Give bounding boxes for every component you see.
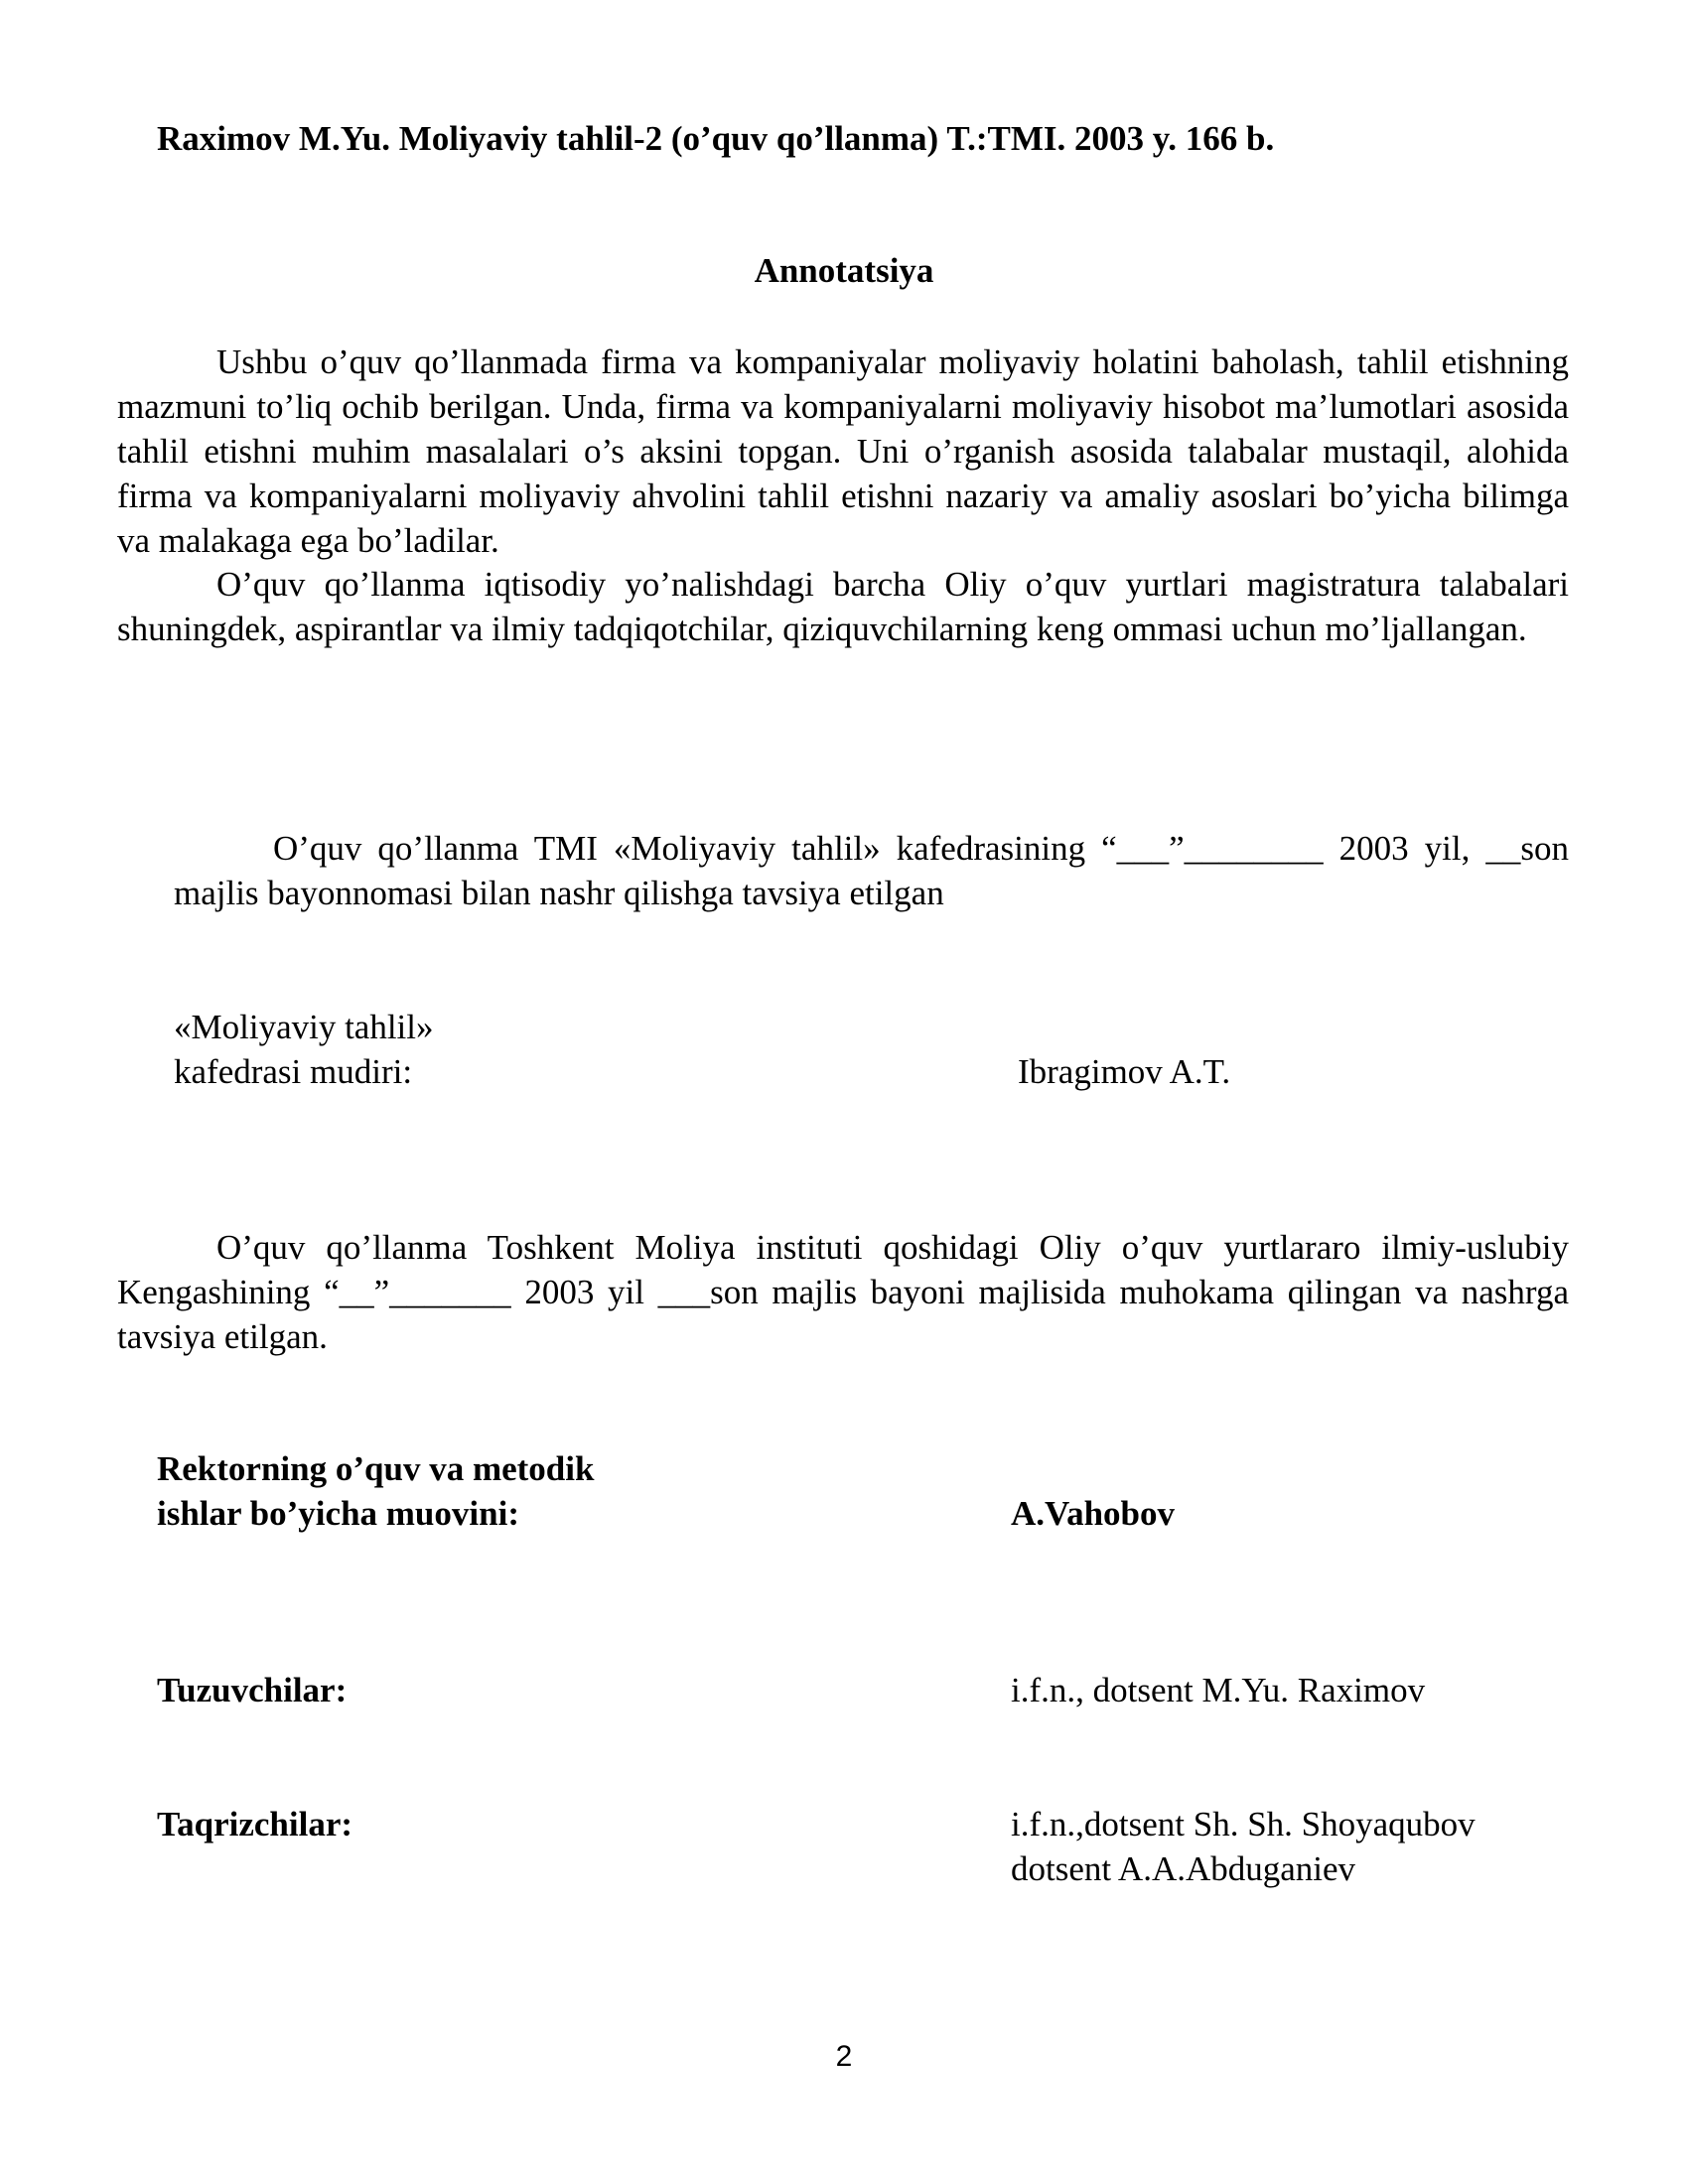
department-approval-text: O’quv qo’llanma TMI «Moliyaviy tahlil» kafedrasining “___”________ 2003 yil, __son majlis bayonnomasi bilan nashr qilishga tavsiya etilgan <box>174 829 1569 912</box>
vice-rector-title <box>157 1446 594 1536</box>
council-approval-text: O’quv qo’llanma Toshkent Moliya instituti qoshidagi Oliy o’quv yurtlararo ilmiy-uslubiy Kengashining “__”_______ 2003 yil ___son majlis bayoni majlisida muhokama qilingan va nashrga tavsiya etilgan. <box>117 1228 1569 1356</box>
compilers-name: i.f.n., dotsent M.Yu. Raximov <box>1011 1671 1426 1709</box>
annotation-paragraph-2-text: O’quv qo’llanma iqtisodiy yo’nalishdagi barcha Oliy o’quv yurtlari magistratura talabalari shuningdek, aspirantlar va ilmiy tadqiqotchilar, qiziquvchilarning keng ommasi uchun mo’ljallangan. <box>117 565 1569 648</box>
annotation-paragraph-1 <box>117 340 1569 563</box>
vice-rector-name: A.Vahobov <box>1011 1494 1176 1533</box>
reviewers-list <box>1011 1802 1476 1891</box>
department-head-name: Ibragimov A.T. <box>1018 1052 1231 1091</box>
reviewer-name: dotsent A.A.Abduganiev <box>1011 1849 1356 1888</box>
department-approval <box>174 826 1569 915</box>
vice-rector-title-line-2: ishlar bo’yicha muovini: <box>157 1494 519 1533</box>
annotation-paragraph-1-text: Ushbu o’quv qo’llanmada firma va kompaniyalar moliyaviy holatini baholash, tahlil etishning mazmuni to’liq ochib berilgan. Unda, firma va kompaniyalarni moliyaviy hisobot ma’lumotlari asosida tahlil etishni muhim masalalari o’s aksini topgan. Uni o’rganish asosida talabalar mustaqil, alohida firma va kompaniyalarni moliyaviy ahvolini tahlil etishni nazariy va amaliy asoslari bo’yicha bilimga va malakaga ega bo’ladilar. <box>117 342 1569 560</box>
council-approval <box>117 1225 1569 1359</box>
annotation-heading: Annotatsiya <box>754 251 934 290</box>
reviewers-label: Taqrizchilar: <box>157 1805 353 1843</box>
department-head-title-line-1: «Moliyaviy tahlil» <box>174 1008 434 1046</box>
page-number: 2 <box>835 2040 853 2073</box>
annotation-paragraph-2 <box>117 562 1569 651</box>
department-head-title <box>174 1005 434 1094</box>
vice-rector-title-line-1: Rektorning o’quv va metodik <box>157 1449 595 1488</box>
department-head-title-line-2: kafedrasi mudiri: <box>174 1052 413 1091</box>
bibliographic-reference: Raximov M.Yu. Moliyaviy tahlil-2 (o’quv qo’llanma) T.:TMI. 2003 y. 166 b. <box>157 119 1275 158</box>
compilers-label: Tuzuvchilar: <box>157 1671 348 1709</box>
reviewer-name: i.f.n.,dotsent Sh. Sh. Shoyaqubov <box>1011 1805 1476 1843</box>
